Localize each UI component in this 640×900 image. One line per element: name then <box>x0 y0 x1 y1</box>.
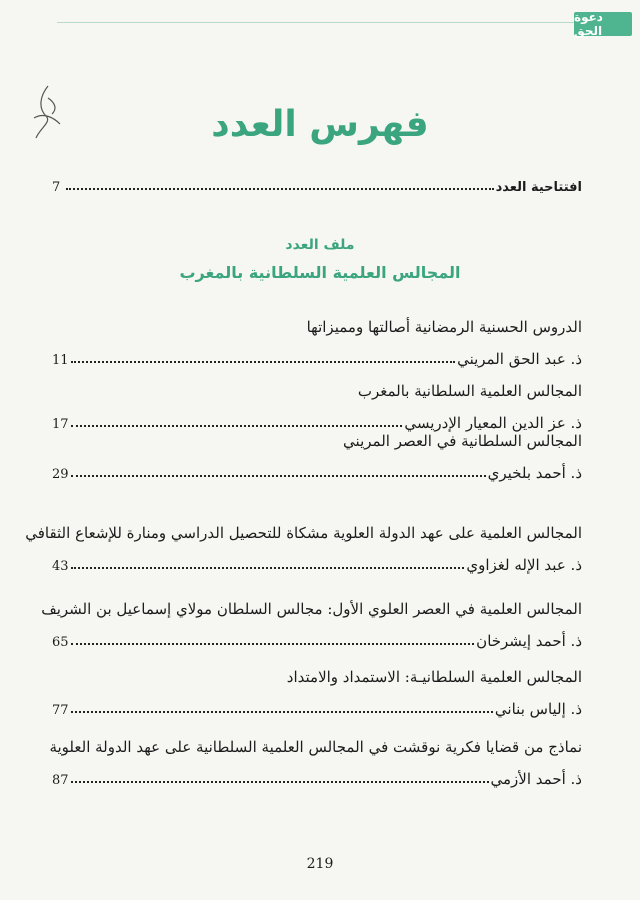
article-title: الدروس الحسنية الرمضانية أصالتها ومميزاتها <box>306 318 582 336</box>
article-title: المجالس العلمية على عهد الدولة العلوية مشكاة للتحصيل الدراسي ومنارة للإشعاع الثقافي <box>25 524 582 542</box>
article-entry <box>52 556 582 574</box>
article-author: ذ. أحمد الأزمي <box>490 770 582 788</box>
leader-dots <box>71 781 489 783</box>
author-line <box>52 414 582 432</box>
author-line <box>52 556 582 574</box>
article-title: نماذج من قضايا فكرية نوقشت في المجالس العلمية السلطانية على عهد الدولة العلوية <box>49 738 582 756</box>
article-page: 65 <box>52 635 69 650</box>
leader-dots <box>71 361 456 363</box>
author-line <box>52 632 582 650</box>
opening-label: افتتاحية العدد <box>495 180 582 195</box>
article-page: 11 <box>52 353 69 368</box>
author-line <box>52 770 582 788</box>
leader-dots <box>71 643 475 645</box>
article-author: ذ. أحمد بلخيري <box>487 464 582 482</box>
section-heading: ملف العدد <box>285 237 355 253</box>
article-entry <box>52 414 582 432</box>
article-author: ذ. عز الدين المعيار الإدريسي <box>404 414 582 432</box>
leader-dots <box>71 425 403 427</box>
article-page: 77 <box>52 703 69 718</box>
author-line <box>52 464 582 482</box>
leader-dots <box>66 188 494 190</box>
article-author: ذ. عبد الحق المريني <box>457 350 582 368</box>
leader-dots <box>71 711 493 713</box>
article-entry <box>52 350 582 368</box>
article-title: المجالس السلطانية في العصر المريني <box>343 432 582 450</box>
leader-dots <box>71 567 465 569</box>
article-title: المجالس العلمية في العصر العلوي الأول: مجالس السلطان مولاي إسماعيل بن الشريف <box>41 600 582 618</box>
article-author: ذ. أحمد إيشرخان <box>476 632 582 650</box>
article-entry <box>52 464 582 482</box>
author-line <box>52 700 582 718</box>
magazine-logo <box>574 12 632 36</box>
section-subheading: المجالس العلمية السلطانية بالمغرب <box>179 263 461 282</box>
article-entry <box>52 700 582 718</box>
page-number: 219 <box>306 856 334 872</box>
article-page: 87 <box>52 773 69 788</box>
article-author: ذ. عبد الإله لغزاوي <box>466 556 582 574</box>
header-rule <box>57 22 610 23</box>
logo-text: دعوة الحق <box>574 10 603 38</box>
article-author: ذ. إلياس بناني <box>494 700 582 718</box>
article-entry <box>52 632 582 650</box>
article-page: 43 <box>52 559 69 574</box>
opening-entry <box>52 180 582 195</box>
leader-dots <box>71 475 486 477</box>
article-entry <box>52 770 582 788</box>
article-page: 17 <box>52 417 69 432</box>
opening-page: 7 <box>52 180 61 195</box>
author-line <box>52 350 582 368</box>
article-title: المجالس العلمية السلطانيـة: الاستمداد والامتداد <box>286 668 582 686</box>
article-page: 29 <box>52 467 69 482</box>
page-title: فهرس العدد <box>211 104 429 145</box>
article-title: المجالس العلمية السلطانية بالمغرب <box>357 382 582 400</box>
